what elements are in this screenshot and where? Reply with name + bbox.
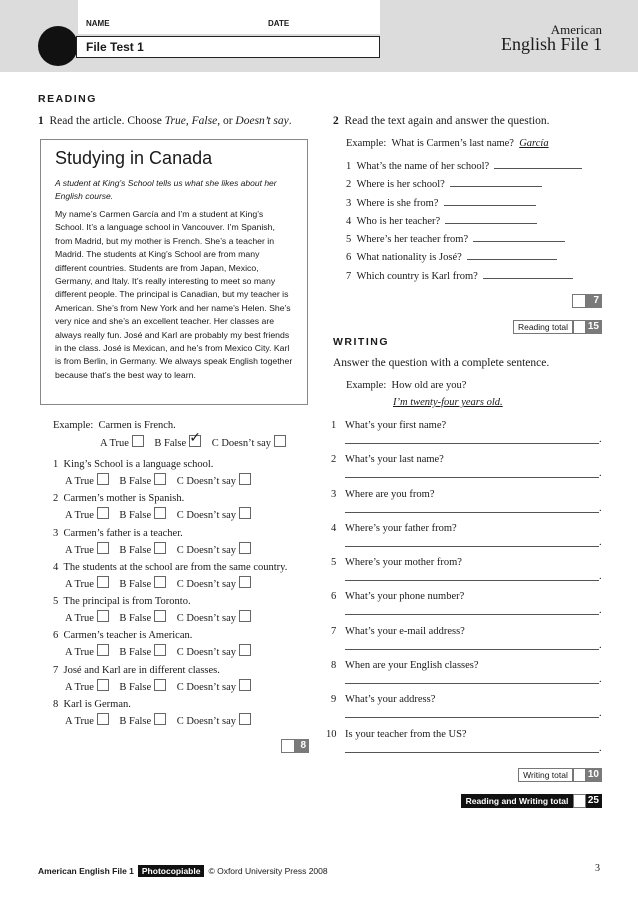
option-a: A True xyxy=(65,716,94,728)
brand-line-2: English File 1 xyxy=(500,34,602,54)
option-c: C Doesn’t say xyxy=(176,681,236,693)
example-checkbox-a[interactable] xyxy=(132,435,144,447)
item-number: 3 xyxy=(346,197,352,209)
item-text: King’s School is a language school. xyxy=(63,459,214,470)
item-number: 8 xyxy=(53,699,59,711)
example-option-b: B False xyxy=(154,438,187,449)
q1-score-blank[interactable] xyxy=(281,739,295,753)
example-checkbox-c[interactable] xyxy=(274,435,286,447)
q2-item xyxy=(346,161,606,179)
checkbox-b[interactable] xyxy=(154,473,166,485)
writing-item xyxy=(331,454,606,488)
item-text: Where are you from? xyxy=(345,488,435,500)
item-number: 9 xyxy=(331,694,337,706)
item-text: Where’s your mother from? xyxy=(345,557,462,569)
writing-item xyxy=(331,523,606,557)
checkbox-c[interactable] xyxy=(239,679,251,691)
writing-item xyxy=(331,557,606,591)
item-text: Where’s her teacher from? xyxy=(356,234,469,246)
option-b: B False xyxy=(119,716,152,728)
writing-item xyxy=(331,694,606,728)
answer-line[interactable] xyxy=(345,683,599,684)
checkbox-b[interactable] xyxy=(154,679,166,691)
period: . xyxy=(599,674,602,686)
answer-line[interactable] xyxy=(345,580,599,581)
copyright: © Oxford University Press 2008 xyxy=(208,866,328,876)
answer-line[interactable] xyxy=(345,717,599,718)
q2-number: 2 xyxy=(333,115,339,127)
q2-score: 7 xyxy=(586,294,602,308)
item-text: When are your English classes? xyxy=(345,660,479,672)
item-text: Carmen’s teacher is American. xyxy=(63,630,193,642)
q1-sep1: , xyxy=(185,115,192,127)
reading-total: 15 xyxy=(586,320,602,334)
answer-line[interactable] xyxy=(483,278,573,279)
item-text: What’s your first name? xyxy=(345,420,447,431)
option-a: A True xyxy=(65,681,94,693)
item-number: 4 xyxy=(346,215,352,227)
period: . xyxy=(599,639,602,651)
q1-opt-false: False xyxy=(191,115,218,127)
q2-example-question: What is Carmen’s last name? xyxy=(391,138,514,149)
answer-line[interactable] xyxy=(345,477,599,478)
item-number: 1 xyxy=(346,161,352,172)
option-c: C Doesn’t say xyxy=(176,647,236,659)
q1-score: 8 xyxy=(295,739,309,753)
option-c: C Doesn’t say xyxy=(176,476,236,487)
writing-items xyxy=(326,420,606,763)
writing-total-blank[interactable] xyxy=(573,768,586,782)
writing-example-answer: I’m twenty-four years old. xyxy=(393,397,503,408)
item-text: Karl is German. xyxy=(63,699,131,711)
checkbox-b[interactable] xyxy=(154,507,166,519)
item-text: The students at the school are from the same country. xyxy=(63,561,288,573)
writing-example xyxy=(346,380,466,391)
q2-items xyxy=(346,161,606,289)
q1-end: . xyxy=(288,115,292,127)
q1-sep2: , or xyxy=(217,115,236,127)
answer-line[interactable] xyxy=(494,168,582,169)
checkbox-a[interactable] xyxy=(97,610,109,622)
checkbox-a[interactable] xyxy=(97,713,109,725)
option-b: B False xyxy=(119,613,152,625)
q1-item xyxy=(53,699,333,733)
option-c: C Doesn’t say xyxy=(176,613,236,625)
answer-line[interactable] xyxy=(345,614,599,615)
item-number: 7 xyxy=(331,625,337,637)
q2-example-answer: García xyxy=(519,138,549,149)
item-text: What’s the name of her school? xyxy=(356,161,490,172)
item-number: 3 xyxy=(53,527,59,539)
option-b: B False xyxy=(119,681,152,693)
answer-line[interactable] xyxy=(445,223,537,224)
tick-icon: ✓ xyxy=(189,430,201,446)
q1-item xyxy=(53,459,333,493)
example-checkbox-b[interactable] xyxy=(189,430,201,447)
date-label: DATE xyxy=(268,19,290,28)
option-a: A True xyxy=(65,544,94,556)
q2-instruction xyxy=(333,115,550,127)
item-number: 2 xyxy=(331,454,337,466)
option-b: B False xyxy=(119,578,152,590)
checkbox-b[interactable] xyxy=(154,644,166,656)
q2-item xyxy=(346,198,606,216)
checkbox-c[interactable] xyxy=(239,610,251,622)
period: . xyxy=(599,571,602,583)
period: . xyxy=(599,502,602,514)
q2-example xyxy=(346,138,549,149)
q2-item xyxy=(346,271,606,289)
writing-example-question: How old are you? xyxy=(391,380,467,391)
writing-total-label: Writing total xyxy=(518,768,573,782)
example-label: Example: xyxy=(53,420,94,431)
option-b: B False xyxy=(119,544,152,556)
writing-item xyxy=(331,420,606,454)
item-text: The principal is from Toronto. xyxy=(63,596,191,608)
header-circle xyxy=(38,26,78,66)
item-number: 1 xyxy=(53,459,59,470)
checkbox-a[interactable] xyxy=(97,507,109,519)
item-number: 7 xyxy=(53,664,59,676)
item-number: 6 xyxy=(331,591,337,603)
option-a: A True xyxy=(65,578,94,590)
option-a: A True xyxy=(65,647,94,659)
option-c: C Doesn’t say xyxy=(176,716,236,728)
item-number: 6 xyxy=(346,252,352,264)
answer-line[interactable] xyxy=(345,512,599,513)
option-c: C Doesn’t say xyxy=(176,510,236,522)
checkbox-a[interactable] xyxy=(97,644,109,656)
item-number: 5 xyxy=(346,234,352,246)
option-a: A True xyxy=(65,510,94,522)
item-number: 2 xyxy=(53,493,59,505)
checkbox-a[interactable] xyxy=(97,473,109,485)
q1-opt-true: True xyxy=(164,115,186,127)
checkbox-b[interactable] xyxy=(154,576,166,588)
writing-item xyxy=(331,660,606,694)
item-text: Where is her school? xyxy=(356,179,445,191)
writing-instruction: Answer the question with a complete sentence. xyxy=(333,357,550,369)
q1-item xyxy=(53,528,333,562)
q2-item xyxy=(346,234,606,252)
item-text: Where’s your father from? xyxy=(345,522,457,534)
example-text: Carmen is French. xyxy=(98,420,176,431)
rw-total-blank[interactable] xyxy=(573,794,586,808)
reading-total-blank[interactable] xyxy=(573,320,586,334)
checkbox-c[interactable] xyxy=(239,507,251,519)
option-a: A True xyxy=(65,476,94,487)
item-number: 10 xyxy=(326,728,337,740)
photocopiable-badge: Photocopiable xyxy=(138,865,205,877)
item-text: Which country is Karl from? xyxy=(356,270,478,282)
checkbox-c[interactable] xyxy=(239,644,251,656)
name-label: NAME xyxy=(86,19,110,28)
checkbox-c[interactable] xyxy=(239,713,251,725)
example-option-a: A True xyxy=(100,438,129,449)
item-number: 5 xyxy=(53,596,59,608)
test-title: File Test 1 xyxy=(86,40,144,54)
rw-total-label: Reading and Writing total xyxy=(461,794,573,808)
q1-opt-doesnt: Doesn’t say xyxy=(235,115,289,127)
checkbox-c[interactable] xyxy=(239,542,251,554)
q1-items xyxy=(53,459,333,733)
checkbox-a[interactable] xyxy=(97,542,109,554)
answer-line[interactable] xyxy=(345,752,599,753)
item-text: What nationality is José? xyxy=(356,252,462,264)
answer-line[interactable] xyxy=(345,443,599,444)
item-number: 5 xyxy=(331,557,337,569)
writing-item xyxy=(331,626,606,660)
q1-text: Read the article. Choose xyxy=(49,115,165,127)
item-text: Is your teacher from the US? xyxy=(345,728,467,740)
example-choices xyxy=(100,430,286,449)
option-b: B False xyxy=(119,510,152,522)
article-body: My name’s Carmen García and I’m a student at King’s School. It’s a language school in Vancouver. I’m Spanish, from Madrid, but my mother is French. She’s a teacher in Madrid. The students at King’s School are from many different countries. Students are from Japan, Mexico, Germany, and Italy. It’s really interesting to meet so many different people. The principal is Canadian, but my teacher is American. She’s from New York and her name’s Helen. She’s very nice and she’s an excellent teacher. Her classes are always really fun. José and Karl are probably my best friends in the class. José is Mexican, and he’s from Mexico City. Karl is from Berlin, in Germany. We always speak English together because that’s the best way to learn. xyxy=(55,209,293,380)
checkbox-b[interactable] xyxy=(154,610,166,622)
q2-item xyxy=(346,216,606,234)
item-text: What’s your last name? xyxy=(345,454,444,466)
footer xyxy=(38,865,328,877)
brand-line-1: American xyxy=(550,22,602,37)
checkbox-c[interactable] xyxy=(239,576,251,588)
q1-item xyxy=(53,493,333,527)
item-text: Carmen’s mother is Spanish. xyxy=(63,493,185,505)
checkbox-a[interactable] xyxy=(97,679,109,691)
item-text: What’s your phone number? xyxy=(345,591,465,603)
q2-score-blank[interactable] xyxy=(572,294,586,308)
q1-item xyxy=(53,562,333,596)
item-number: 7 xyxy=(346,270,352,282)
item-number: 4 xyxy=(53,561,59,573)
period: . xyxy=(599,605,602,617)
item-number: 6 xyxy=(53,630,59,642)
name-date-strip xyxy=(78,0,380,34)
example-option-c: C Doesn’t say xyxy=(211,438,271,449)
answer-line[interactable] xyxy=(444,205,536,206)
reading-heading: READING xyxy=(38,93,97,105)
option-a: A True xyxy=(65,613,94,625)
checkbox-a[interactable] xyxy=(97,576,109,588)
item-text: José and Karl are in different classes. xyxy=(63,664,220,676)
q2-text: Read the text again and answer the question. xyxy=(344,115,550,127)
q1-example xyxy=(53,420,176,431)
answer-line[interactable] xyxy=(473,241,565,242)
footer-book-title: American English File 1 xyxy=(38,866,134,876)
checkbox-b[interactable] xyxy=(154,713,166,725)
q1-item xyxy=(53,630,333,664)
option-b: B False xyxy=(119,476,152,487)
item-number: 8 xyxy=(331,660,337,672)
answer-line[interactable] xyxy=(345,649,599,650)
page-number: 3 xyxy=(595,863,600,874)
item-text: What’s your e-mail address? xyxy=(345,625,465,637)
writing-example-label: Example: xyxy=(346,380,387,391)
checkbox-c[interactable] xyxy=(239,473,251,485)
option-c: C Doesn’t say xyxy=(176,544,236,556)
reading-total-label: Reading total xyxy=(513,320,573,334)
period: . xyxy=(599,742,602,754)
item-text: Where is she from? xyxy=(356,197,439,209)
period: . xyxy=(599,536,602,548)
item-text: Carmen’s father is a teacher. xyxy=(63,527,183,539)
item-number: 3 xyxy=(331,488,337,500)
item-text: What’s your address? xyxy=(345,694,436,706)
item-number: 4 xyxy=(331,522,337,534)
q2-item xyxy=(346,252,606,270)
answer-line[interactable] xyxy=(450,186,542,187)
answer-line[interactable] xyxy=(345,546,599,547)
writing-heading: WRITING xyxy=(333,336,389,348)
checkbox-b[interactable] xyxy=(154,542,166,554)
article-title: Studying in Canada xyxy=(55,148,213,168)
item-number: 1 xyxy=(331,420,337,431)
option-c: C Doesn’t say xyxy=(176,578,236,590)
q2-item xyxy=(346,179,606,197)
item-text: Who is her teacher? xyxy=(356,215,441,227)
rw-total: 25 xyxy=(586,794,602,808)
q1-number: 1 xyxy=(38,115,44,127)
q1-instruction xyxy=(38,115,292,127)
writing-item xyxy=(326,728,606,763)
period: . xyxy=(599,708,602,720)
answer-line[interactable] xyxy=(467,259,557,260)
writing-item xyxy=(331,489,606,523)
period: . xyxy=(599,468,602,480)
article-intro: A student at King’s School tells us what she likes about her English course. xyxy=(55,178,277,201)
q2-example-label: Example: xyxy=(346,138,387,149)
option-b: B False xyxy=(119,647,152,659)
article-box xyxy=(40,139,308,405)
writing-total: 10 xyxy=(586,768,602,782)
q1-item xyxy=(53,596,333,630)
q1-item xyxy=(53,665,333,699)
period: . xyxy=(599,434,602,445)
item-number: 2 xyxy=(346,179,352,191)
writing-item xyxy=(331,591,606,625)
